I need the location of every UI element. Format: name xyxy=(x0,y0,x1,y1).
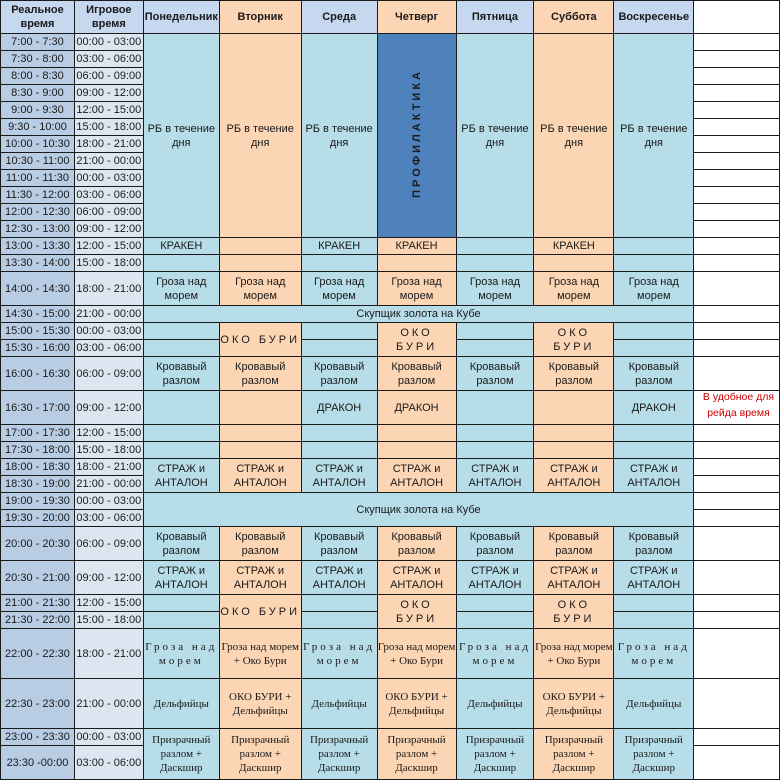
event-cell-rb: РБ в течение дня xyxy=(301,34,377,238)
empty-cell xyxy=(614,255,694,272)
side-cell xyxy=(694,68,780,85)
schedule-row xyxy=(1,527,780,561)
side-cell xyxy=(694,679,780,729)
game-time-cell: 18:00 - 21:00 xyxy=(74,272,143,306)
schedule-row xyxy=(1,679,780,729)
event-cell-oko-buri: ОКО БУРИ xyxy=(219,595,301,629)
event-cell-oko-buri: ОКО БУРИ xyxy=(377,323,456,357)
side-cell xyxy=(694,136,780,153)
schedule-row xyxy=(1,459,780,476)
real-time-cell: 10:30 - 11:00 xyxy=(1,153,75,170)
game-time-cell: 21:00 - 00:00 xyxy=(74,153,143,170)
side-cell xyxy=(694,170,780,187)
side-cell xyxy=(694,629,780,679)
empty-cell xyxy=(143,255,219,272)
game-time-cell: 09:00 - 12:00 xyxy=(74,391,143,425)
event-cell-dragon: ДРАКОН xyxy=(614,391,694,425)
event-cell-storm-sea: Гроза над морем xyxy=(614,629,694,679)
event-cell-ghost-rift: Призрачный разлом + Даскшир xyxy=(534,729,614,780)
event-cell-blood-rift: Кровавый разлом xyxy=(219,527,301,561)
empty-cell xyxy=(219,391,301,425)
event-cell-guard-antalon: СТРАЖ и АНТАЛОН xyxy=(534,459,614,493)
event-cell-wide: Скупщик золота на Кубе xyxy=(143,493,693,527)
empty-cell xyxy=(614,442,694,459)
game-time-cell: 21:00 - 00:00 xyxy=(74,476,143,493)
event-cell-guard-antalon: СТРАЖ и АНТАЛОН xyxy=(534,561,614,595)
real-time-cell: 8:00 - 8:30 xyxy=(1,68,75,85)
real-time-cell: 7:30 - 8:00 xyxy=(1,51,75,68)
empty-cell xyxy=(301,255,377,272)
real-time-cell: 18:00 - 18:30 xyxy=(1,459,75,476)
header-game-time: Игровое время xyxy=(74,1,143,34)
side-cell xyxy=(694,102,780,119)
real-time-cell: 16:00 - 16:30 xyxy=(1,357,75,391)
side-cell xyxy=(694,595,780,612)
empty-cell xyxy=(301,595,377,612)
schedule-row xyxy=(1,391,780,425)
header-day-6: Воскресенье xyxy=(614,1,694,34)
game-time-cell: 00:00 - 03:00 xyxy=(74,729,143,746)
game-time-cell: 00:00 - 03:00 xyxy=(74,323,143,340)
game-time-cell: 21:00 - 00:00 xyxy=(74,679,143,729)
event-cell-blood-rift: Кровавый разлом xyxy=(456,357,534,391)
side-cell xyxy=(694,153,780,170)
empty-cell xyxy=(301,340,377,357)
real-time-cell: 23:30 -00:00 xyxy=(1,746,75,780)
side-cell xyxy=(694,442,780,459)
schedule-row xyxy=(1,357,780,391)
event-cell-blood-rift: Кровавый разлом xyxy=(456,527,534,561)
empty-cell xyxy=(456,255,534,272)
event-cell-oko-buri: ОКО БУРИ xyxy=(534,595,614,629)
empty-cell xyxy=(143,425,219,442)
game-time-cell: 03:00 - 06:00 xyxy=(74,340,143,357)
real-time-cell: 16:30 - 17:00 xyxy=(1,391,75,425)
event-cell-storm-sea: Гроза над морем xyxy=(301,272,377,306)
empty-cell xyxy=(456,323,534,340)
event-cell-oko-dolphins: ОКО БУРИ + Дельфийцы xyxy=(534,679,614,729)
empty-cell xyxy=(301,612,377,629)
empty-cell xyxy=(614,425,694,442)
empty-cell xyxy=(301,323,377,340)
empty-cell xyxy=(219,425,301,442)
schedule-row xyxy=(1,493,780,510)
empty-cell xyxy=(456,442,534,459)
real-time-cell: 13:00 - 13:30 xyxy=(1,238,75,255)
event-cell-guard-antalon: СТРАЖ и АНТАЛОН xyxy=(219,459,301,493)
schedule-row xyxy=(1,306,780,323)
real-time-cell: 14:30 - 15:00 xyxy=(1,306,75,323)
event-cell-blood-rift: Кровавый разлом xyxy=(377,527,456,561)
real-time-cell: 15:00 - 15:30 xyxy=(1,323,75,340)
real-time-cell: 22:00 - 22:30 xyxy=(1,629,75,679)
real-time-cell: 7:00 - 7:30 xyxy=(1,34,75,51)
side-cell xyxy=(694,425,780,442)
event-cell-storm-sea: Гроза над морем xyxy=(456,629,534,679)
event-cell-rb: РБ в течение дня xyxy=(143,34,219,238)
game-time-cell: 18:00 - 21:00 xyxy=(74,459,143,476)
event-cell-blood-rift: Кровавый разлом xyxy=(143,527,219,561)
event-cell-guard-antalon: СТРАЖ и АНТАЛОН xyxy=(377,459,456,493)
event-cell-oko-dolphins: ОКО БУРИ + Дельфийцы xyxy=(219,679,301,729)
header-day-2: Среда xyxy=(301,1,377,34)
empty-cell xyxy=(143,442,219,459)
empty-cell xyxy=(219,442,301,459)
event-cell-storm-sea: Гроза над морем xyxy=(301,629,377,679)
real-time-cell: 23:00 - 23:30 xyxy=(1,729,75,746)
empty-cell xyxy=(456,238,534,255)
event-cell-blood-rift: Кровавый разлом xyxy=(219,357,301,391)
empty-cell xyxy=(456,595,534,612)
event-cell-guard-antalon: СТРАЖ и АНТАЛОН xyxy=(143,561,219,595)
empty-cell xyxy=(614,612,694,629)
event-cell-rb: РБ в течение дня xyxy=(534,34,614,238)
event-cell-kraken: КРАКЕН xyxy=(534,238,614,255)
event-cell-storm-oko: Гроза над морем + Око Бури xyxy=(534,629,614,679)
real-time-cell: 12:00 - 12:30 xyxy=(1,204,75,221)
event-cell-blood-rift: Кровавый разлом xyxy=(377,357,456,391)
game-time-cell: 12:00 - 15:00 xyxy=(74,102,143,119)
game-time-cell: 15:00 - 18:00 xyxy=(74,119,143,136)
empty-cell xyxy=(301,442,377,459)
game-time-cell: 09:00 - 12:00 xyxy=(74,561,143,595)
event-cell-oko-dolphins: ОКО БУРИ + Дельфийцы xyxy=(377,679,456,729)
event-cell-oko-buri: ОКО БУРИ xyxy=(377,595,456,629)
schedule-row xyxy=(1,595,780,612)
real-time-cell: 14:00 - 14:30 xyxy=(1,272,75,306)
event-cell-storm-sea: Гроза над морем xyxy=(143,272,219,306)
side-cell xyxy=(694,306,780,323)
header-day-1: Вторник xyxy=(219,1,301,34)
schedule-row xyxy=(1,255,780,272)
schedule-row xyxy=(1,729,780,746)
real-time-cell: 21:30 - 22:00 xyxy=(1,612,75,629)
event-cell-maintenance xyxy=(377,34,456,238)
event-cell-oko-buri: ОКО БУРИ xyxy=(534,323,614,357)
real-time-cell: 17:00 - 17:30 xyxy=(1,425,75,442)
side-cell xyxy=(694,255,780,272)
event-cell-dolphins: Дельфийцы xyxy=(301,679,377,729)
header-day-5: Суббота xyxy=(534,1,614,34)
empty-cell xyxy=(456,612,534,629)
event-cell-storm-sea: Гроза над морем xyxy=(377,272,456,306)
side-cell xyxy=(694,85,780,102)
event-cell-guard-antalon: СТРАЖ и АНТАЛОН xyxy=(301,459,377,493)
event-cell-kraken: КРАКЕН xyxy=(301,238,377,255)
empty-cell xyxy=(614,323,694,340)
schedule-row xyxy=(1,442,780,459)
event-cell-storm-sea: Гроза над морем xyxy=(219,272,301,306)
real-time-cell: 15:30 - 16:00 xyxy=(1,340,75,357)
real-time-cell: 19:30 - 20:00 xyxy=(1,510,75,527)
event-cell-dolphins: Дельфийцы xyxy=(456,679,534,729)
maintenance-label: ПРОФИЛАКТИКА xyxy=(410,69,423,198)
game-time-cell: 00:00 - 03:00 xyxy=(74,34,143,51)
event-cell-ghost-rift: Призрачный разлом + Даскшир xyxy=(219,729,301,780)
side-cell xyxy=(694,493,780,510)
schedule-row xyxy=(1,238,780,255)
header-day-0: Понедельник xyxy=(143,1,219,34)
game-time-cell: 15:00 - 18:00 xyxy=(74,442,143,459)
empty-cell xyxy=(377,255,456,272)
real-time-cell: 20:30 - 21:00 xyxy=(1,561,75,595)
game-time-cell: 15:00 - 18:00 xyxy=(74,255,143,272)
event-cell-rb: РБ в течение дня xyxy=(456,34,534,238)
empty-cell xyxy=(377,425,456,442)
event-cell-ghost-rift: Призрачный разлом + Даскшир xyxy=(377,729,456,780)
empty-cell xyxy=(614,595,694,612)
event-cell-dolphins: Дельфийцы xyxy=(614,679,694,729)
side-cell xyxy=(694,476,780,493)
empty-cell xyxy=(219,255,301,272)
real-time-cell: 18:30 - 19:00 xyxy=(1,476,75,493)
event-cell-wide: Скупщик золота на Кубе xyxy=(143,306,693,323)
game-time-cell: 00:00 - 03:00 xyxy=(74,493,143,510)
game-time-cell: 06:00 - 09:00 xyxy=(74,357,143,391)
event-cell-storm-sea: Гроза над морем xyxy=(614,272,694,306)
header-day-4: Пятница xyxy=(456,1,534,34)
side-cell xyxy=(694,510,780,527)
event-cell-dolphins: Дельфийцы xyxy=(143,679,219,729)
game-time-cell: 12:00 - 15:00 xyxy=(74,238,143,255)
empty-cell xyxy=(143,391,219,425)
game-time-cell: 03:00 - 06:00 xyxy=(74,187,143,204)
event-cell-guard-antalon: СТРАЖ и АНТАЛОН xyxy=(614,561,694,595)
event-cell-rb: РБ в течение дня xyxy=(219,34,301,238)
real-time-cell: 8:30 - 9:00 xyxy=(1,85,75,102)
game-time-cell: 09:00 - 12:00 xyxy=(74,85,143,102)
event-cell-guard-antalon: СТРАЖ и АНТАЛОН xyxy=(456,561,534,595)
empty-cell xyxy=(456,391,534,425)
empty-cell xyxy=(534,391,614,425)
schedule-row xyxy=(1,561,780,595)
event-cell-storm-sea: Гроза над морем xyxy=(143,629,219,679)
event-cell-dragon: ДРАКОН xyxy=(301,391,377,425)
event-cell-guard-antalon: СТРАЖ и АНТАЛОН xyxy=(143,459,219,493)
game-time-cell: 03:00 - 06:00 xyxy=(74,51,143,68)
empty-cell xyxy=(219,238,301,255)
empty-cell xyxy=(143,595,219,612)
real-time-cell: 10:00 - 10:30 xyxy=(1,136,75,153)
side-column xyxy=(694,1,780,34)
empty-cell xyxy=(456,425,534,442)
empty-cell xyxy=(143,323,219,340)
event-cell-blood-rift: Кровавый разлом xyxy=(534,527,614,561)
event-cell-blood-rift: Кровавый разлом xyxy=(534,357,614,391)
empty-cell xyxy=(614,238,694,255)
side-cell xyxy=(694,357,780,391)
event-cell-storm-oko: Гроза над морем + Око Бури xyxy=(219,629,301,679)
event-cell-ghost-rift: Призрачный разлом + Даскшир xyxy=(143,729,219,780)
empty-cell xyxy=(143,612,219,629)
event-cell-kraken: КРАКЕН xyxy=(143,238,219,255)
empty-cell xyxy=(534,255,614,272)
side-cell xyxy=(694,238,780,255)
game-time-cell: 18:00 - 21:00 xyxy=(74,629,143,679)
event-cell-rb: РБ в течение дня xyxy=(614,34,694,238)
real-time-cell: 21:00 - 21:30 xyxy=(1,595,75,612)
real-time-cell: 13:30 - 14:00 xyxy=(1,255,75,272)
real-time-cell: 9:00 - 9:30 xyxy=(1,102,75,119)
game-time-cell: 12:00 - 15:00 xyxy=(74,595,143,612)
game-time-cell: 18:00 - 21:00 xyxy=(74,136,143,153)
event-cell-kraken: КРАКЕН xyxy=(377,238,456,255)
real-time-cell: 11:00 - 11:30 xyxy=(1,170,75,187)
real-time-cell: 17:30 - 18:00 xyxy=(1,442,75,459)
event-cell-storm-sea: Гроза над морем xyxy=(534,272,614,306)
game-time-cell: 06:00 - 09:00 xyxy=(74,204,143,221)
game-time-cell: 03:00 - 06:00 xyxy=(74,510,143,527)
empty-cell xyxy=(377,442,456,459)
header-day-3: Четверг xyxy=(377,1,456,34)
schedule-row xyxy=(1,629,780,679)
empty-cell xyxy=(534,425,614,442)
real-time-cell: 11:30 - 12:00 xyxy=(1,187,75,204)
side-cell xyxy=(694,34,780,51)
header-row xyxy=(1,1,780,34)
side-cell xyxy=(694,561,780,595)
real-time-cell: 22:30 - 23:00 xyxy=(1,679,75,729)
event-cell-storm-oko: Гроза над морем + Око Бури xyxy=(377,629,456,679)
event-cell-storm-sea: Гроза над морем xyxy=(456,272,534,306)
real-time-cell: 9:30 - 10:00 xyxy=(1,119,75,136)
event-cell-guard-antalon: СТРАЖ и АНТАЛОН xyxy=(456,459,534,493)
game-time-cell: 09:00 - 12:00 xyxy=(74,221,143,238)
event-cell-ghost-rift: Призрачный разлом + Даскшир xyxy=(614,729,694,780)
schedule-row xyxy=(1,323,780,340)
side-cell xyxy=(694,746,780,780)
event-cell-guard-antalon: СТРАЖ и АНТАЛОН xyxy=(301,561,377,595)
side-cell xyxy=(694,612,780,629)
empty-cell xyxy=(301,425,377,442)
game-time-cell: 21:00 - 00:00 xyxy=(74,306,143,323)
empty-cell xyxy=(143,340,219,357)
game-time-cell: 06:00 - 09:00 xyxy=(74,527,143,561)
event-cell-ghost-rift: Призрачный разлом + Даскшир xyxy=(456,729,534,780)
real-time-cell: 19:00 - 19:30 xyxy=(1,493,75,510)
real-time-cell: 20:00 - 20:30 xyxy=(1,527,75,561)
event-cell-guard-antalon: СТРАЖ и АНТАЛОН xyxy=(219,561,301,595)
game-time-cell: 03:00 - 06:00 xyxy=(74,746,143,780)
event-cell-blood-rift: Кровавый разлом xyxy=(301,527,377,561)
side-cell xyxy=(694,204,780,221)
side-cell xyxy=(694,527,780,561)
event-cell-blood-rift: Кровавый разлом xyxy=(143,357,219,391)
header-real-time: Реальное время xyxy=(1,1,75,34)
event-cell-guard-antalon: СТРАЖ и АНТАЛОН xyxy=(377,561,456,595)
game-time-cell: 12:00 - 15:00 xyxy=(74,425,143,442)
schedule-row xyxy=(1,425,780,442)
schedule-row xyxy=(1,34,780,51)
schedule-row xyxy=(1,272,780,306)
game-time-cell: 15:00 - 18:00 xyxy=(74,612,143,629)
empty-cell xyxy=(456,340,534,357)
side-cell xyxy=(694,323,780,340)
empty-cell xyxy=(614,340,694,357)
event-cell-dragon: ДРАКОН xyxy=(377,391,456,425)
event-cell-blood-rift: Кровавый разлом xyxy=(614,357,694,391)
real-time-cell: 12:30 - 13:00 xyxy=(1,221,75,238)
side-cell xyxy=(694,272,780,306)
event-cell-ghost-rift: Призрачный разлом + Даскшир xyxy=(301,729,377,780)
side-cell xyxy=(694,51,780,68)
side-cell xyxy=(694,459,780,476)
side-cell xyxy=(694,221,780,238)
game-time-cell: 06:00 - 09:00 xyxy=(74,68,143,85)
side-cell xyxy=(694,119,780,136)
empty-cell xyxy=(534,442,614,459)
side-cell xyxy=(694,729,780,746)
raid-time-note: В удобное для рейда время xyxy=(702,391,775,419)
game-time-cell: 00:00 - 03:00 xyxy=(74,170,143,187)
event-cell-oko-buri: ОКО БУРИ xyxy=(219,323,301,357)
event-cell-blood-rift: Кровавый разлом xyxy=(301,357,377,391)
event-cell-blood-rift: Кровавый разлом xyxy=(614,527,694,561)
event-cell-guard-antalon: СТРАЖ и АНТАЛОН xyxy=(614,459,694,493)
side-cell xyxy=(694,340,780,357)
side-cell xyxy=(694,187,780,204)
